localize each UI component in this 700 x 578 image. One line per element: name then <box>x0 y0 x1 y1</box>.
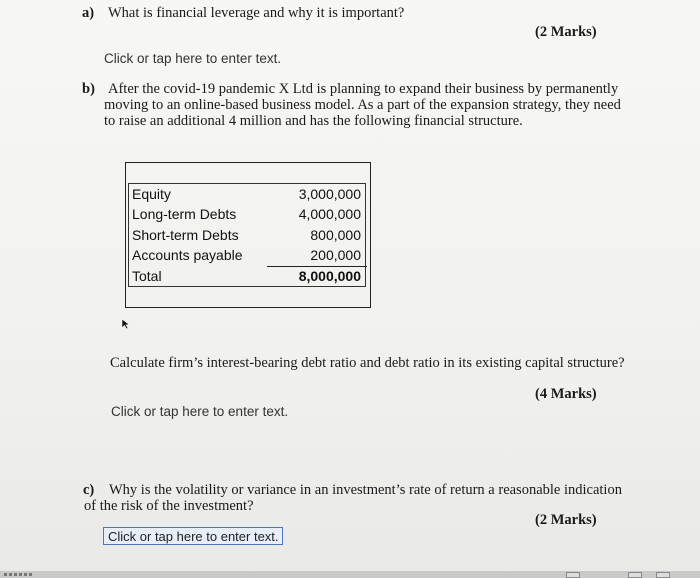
question-b-line2: moving to an online-based business model. As a part of the expansion strategy, they need <box>104 97 621 113</box>
question-c-marks: (2 Marks) <box>535 512 597 528</box>
question-b-line3: to raise an additional 4 million and has the following financial structure. <box>104 113 523 129</box>
table-row <box>129 226 365 246</box>
row-value-total: 8,000,000 <box>298 268 361 284</box>
question-a-answer-field[interactable]: Click or tap here to enter text. <box>104 51 282 66</box>
row-value-short-term-debts: 800,000 <box>310 227 361 243</box>
status-bar <box>0 571 700 578</box>
question-a-label: a) <box>82 5 95 21</box>
print-layout-icon[interactable] <box>628 572 642 578</box>
question-b-calc-text: Calculate firm’s interest-bearing debt ratio and debt ratio in its existing capital structure? <box>110 355 625 371</box>
question-c-label: c) <box>83 482 95 498</box>
question-b <box>82 81 682 129</box>
focus-mode-icon[interactable] <box>566 572 580 578</box>
question-a-marks: (2 Marks) <box>535 24 597 40</box>
question-b-line1: After the covid-19 pandemic X Ltd is planning to expand their business by permanently <box>108 81 619 97</box>
table-row <box>129 267 365 287</box>
mouse-cursor-icon <box>120 318 132 330</box>
row-label-equity: Equity <box>132 186 171 202</box>
question-b-answer-field[interactable]: Click or tap here to enter text. <box>111 404 289 419</box>
row-label-total: Total <box>132 268 162 284</box>
row-value-accounts-payable: 200,000 <box>310 247 361 263</box>
question-c-answer-field[interactable]: Click or tap here to enter text. <box>103 527 283 545</box>
row-label-short-term-debts: Short-term Debts <box>132 227 239 243</box>
table-row <box>129 246 365 266</box>
table-row <box>129 205 365 225</box>
row-value-equity: 3,000,000 <box>298 186 361 202</box>
web-layout-icon[interactable] <box>656 572 670 578</box>
question-c-line1: Why is the volatility or variance in an investment’s rate of return a reasonable indication <box>109 482 622 498</box>
question-a-text: What is financial leverage and why it is important? <box>108 5 405 21</box>
row-label-accounts-payable: Accounts payable <box>132 247 243 263</box>
question-b-marks: (4 Marks) <box>535 386 597 402</box>
table-row <box>129 185 365 205</box>
question-c <box>83 482 683 514</box>
question-c-line2: of the risk of the investment? <box>84 498 254 514</box>
row-value-long-term-debts: 4,000,000 <box>298 206 361 222</box>
financial-structure-table <box>125 162 371 308</box>
question-a <box>82 5 404 22</box>
status-bar-page-indicator <box>4 573 34 576</box>
question-b-label: b) <box>82 81 95 97</box>
row-label-long-term-debts: Long-term Debts <box>132 206 237 222</box>
financial-structure-inner-frame <box>128 183 366 287</box>
